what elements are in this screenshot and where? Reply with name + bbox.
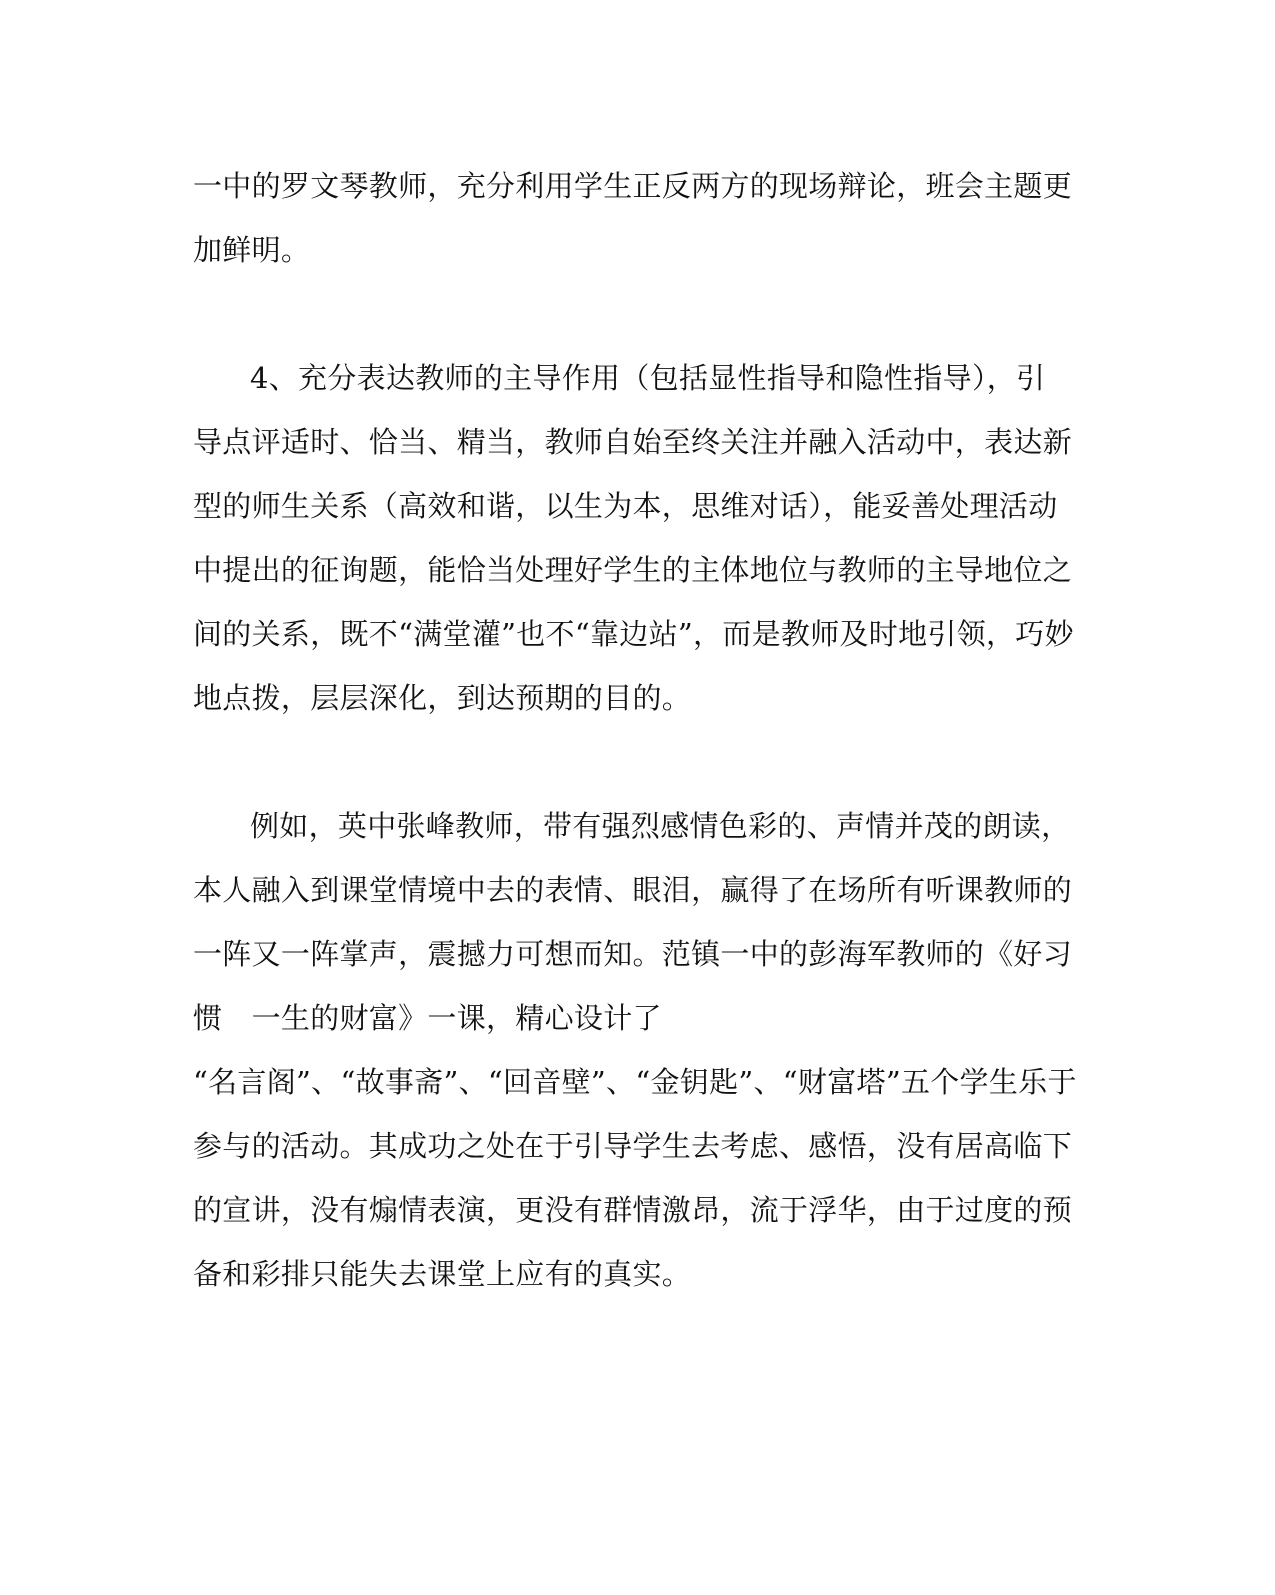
text-line: 导点评适时、恰当、精当，教师自始至终关注并融入活动中，表达新 bbox=[193, 425, 1073, 459]
text-line: 中提出的征询题，能恰当处理好学生的主体地位与教师的主导地位之 bbox=[193, 553, 1073, 587]
text-line: 间的关系，既不“满堂灌”也不“靠边站”，而是教师及时地引领，巧妙 bbox=[193, 617, 1074, 651]
text-line: “名言阁”、“故事斋”、“回音壁”、“金钥匙”、“财富塔”五个学生乐于 bbox=[193, 1065, 1077, 1099]
text-line: 的宣讲，没有煽情表演，更没有群情激昂，流于浮华，由于过度的预 bbox=[193, 1193, 1073, 1227]
text-line: 参与的活动。其成功之处在于引导学生去考虑、感悟，没有居高临下 bbox=[193, 1129, 1073, 1163]
text-line: 一中的罗文琴教师，充分利用学生正反两方的现场辩论，班会主题更 bbox=[193, 169, 1073, 203]
text-line: 惯 一生的财富》一课，精心设计了 bbox=[193, 1001, 662, 1035]
text-line: 例如，英中张峰教师，带有强烈感情色彩的、声情并茂的朗读， bbox=[250, 809, 1071, 843]
text-line: 地点拨，层层深化，到达预期的目的。 bbox=[193, 681, 692, 715]
text-line: 型的师生关系（高效和谐，以生为本，思维对话），能妥善处理活动 bbox=[193, 489, 1058, 523]
text-line: 一阵又一阵掌声，震撼力可想而知。范镇一中的彭海军教师的《好习 bbox=[193, 937, 1073, 971]
text-line: 本人融入到课堂情境中去的表情、眼泪，赢得了在场所有听课教师的 bbox=[193, 873, 1073, 907]
text-line: 加鲜明。 bbox=[193, 233, 311, 267]
text-line: 备和彩排只能失去课堂上应有的真实。 bbox=[193, 1257, 692, 1291]
text-line: 4、充分表达教师的主导作用（包括显性指导和隐性指导），引 bbox=[250, 361, 1046, 395]
